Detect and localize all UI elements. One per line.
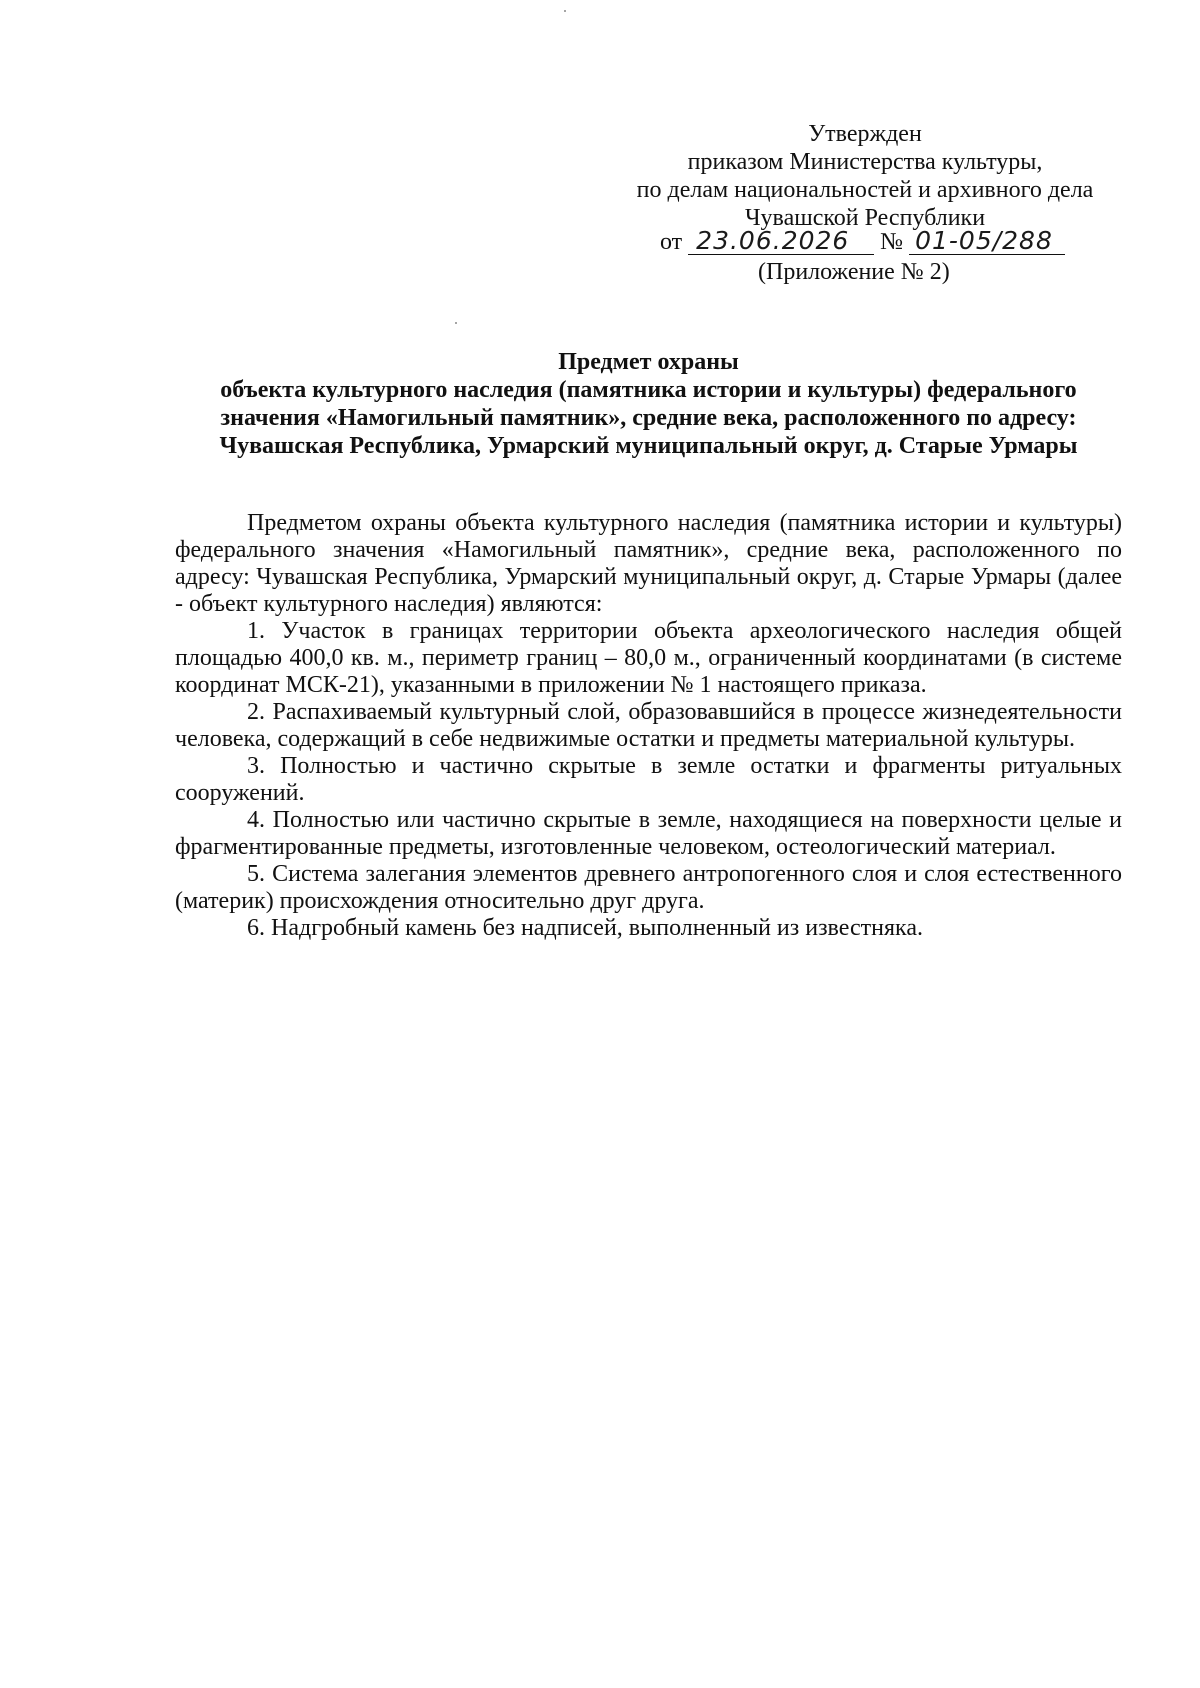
handwritten-date: 23.06.2026 [688,228,874,255]
approval-block [610,120,1120,286]
approval-order-line-1: приказом Министерства культуры, [687,149,1043,175]
scan-speck [455,322,457,324]
list-item: 6. Надгробный камень без надписей, выполненный из известняка. [247,915,923,941]
approval-heading: Утвержден [808,121,922,147]
document-title [175,348,1122,460]
intro-paragraph: Предметом охраны объекта культурного наследия (памятника истории и культуры) федерального значения «Намогильный памятник», средние века, расположенного по адресу: Чувашская Республика, Урмарский муниципальный округ, д. Старые Урмары (далее - объект культурного наследия) являются: [175,510,1122,617]
list-item: 4. Полностью или частично скрытые в земле, находящиеся на поверхности целые и фрагментированные предметы, изготовленные человеком, остеологический материал. [175,807,1122,860]
approval-order-line-3: Чувашской Республики [744,205,986,231]
title-heading: Предмет охраны [558,349,739,375]
title-subject: объекта культурного наследия (памятника истории и культуры) федерального значения «Намогильный памятник», средние века, расположенного по адресу: Чувашская Республика, Урмарский муниципальный округ, д. Старые Урмары [219,377,1078,459]
list-item: 5. Система залегания элементов древнего антропогенного слоя и слоя естественного (материк) происхождения относительно друг друга. [175,861,1122,914]
from-label: от [660,229,683,255]
list-item: 1. Участок в границах территории объекта археологического наследия общей площадью 400,0 кв. м., периметр границ – 80,0 м., ограниченный координатами (в системе координат МСК-21), указанными в приложении № 1 настоящего приказа. [175,618,1122,698]
number-label: № [880,229,904,255]
approval-order-line-2: по делам национальностей и архивного дела [636,177,1094,203]
scan-speck [564,10,566,12]
appendix-label: (Приложение № 2) [758,259,950,285]
approval-date-number-line [610,228,1120,256]
handwritten-number: 01-05/288 [909,228,1065,255]
document-body [175,510,1122,942]
list-item: 3. Полностью и частично скрытые в земле остатки и фрагменты ритуальных сооружений. [175,753,1122,806]
list-item: 2. Распахиваемый культурный слой, образовавшийся в процессе жизнедеятельности человека, содержащий в себе недвижимые остатки и предметы материальной культуры. [175,699,1122,752]
